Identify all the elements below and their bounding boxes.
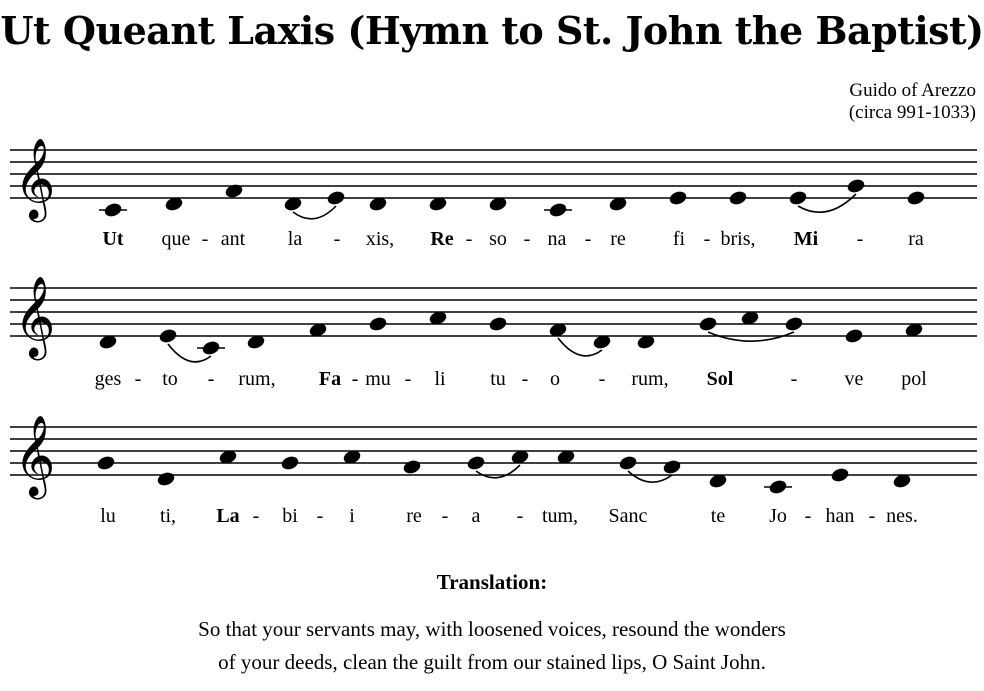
composer-name: Guido of Arezzo [849, 80, 976, 101]
lyric-syllable: mu [365, 368, 391, 390]
lyric-syllable: Re [430, 228, 454, 250]
syllable-hyphen: - [465, 228, 473, 250]
lyric-syllable: te [710, 505, 726, 527]
lyric-syllable: fi [672, 228, 686, 250]
note-head [844, 327, 864, 344]
note-head [280, 454, 300, 471]
lyric-syllable: nes. [886, 505, 918, 527]
lyric-syllable: ges [94, 368, 122, 390]
syllable-hyphen: - [584, 228, 592, 250]
slur [476, 465, 520, 478]
syllable-hyphen: - [856, 228, 864, 250]
note-head [668, 189, 688, 206]
slur [798, 194, 856, 212]
syllable-hyphen: - [333, 228, 341, 250]
note-head [728, 189, 748, 206]
treble-clef-icon: 𝄞 [14, 275, 56, 357]
lyric-syllable: a [471, 505, 481, 527]
lyric-syllable: i [349, 505, 355, 527]
lyric-syllable: bi [282, 505, 298, 527]
note-head [158, 327, 178, 344]
translation-heading: Translation: [436, 570, 548, 594]
syllable-hyphen: - [523, 228, 531, 250]
note-head [156, 470, 176, 487]
lyric-syllable: re [610, 228, 626, 250]
note-head [368, 315, 388, 332]
lyric-syllable: so [489, 228, 507, 250]
note-head [488, 315, 508, 332]
note-head [788, 189, 808, 206]
note-head [618, 454, 638, 471]
lyric-syllable: Jo [769, 505, 787, 527]
translation-line-2: of your deeds, clean the guilt from our stained lips, O Saint John. [218, 650, 766, 674]
hymn-title: Ut Queant Laxis (Hymn to St. John the Baptist) [0, 8, 984, 53]
lyric-syllable: Ut [102, 228, 124, 250]
lyric-syllable: pol [901, 368, 927, 390]
lyric-syllable: li [434, 368, 446, 390]
syllable-hyphen: - [134, 368, 142, 390]
lyric-syllable: Mi [793, 228, 819, 250]
syllable-hyphen: - [201, 228, 209, 250]
syllable-hyphen: - [316, 505, 324, 527]
lyric-syllable: o [550, 368, 560, 390]
note-head [846, 177, 866, 194]
note-head [662, 458, 682, 475]
syllable-hyphen: - [252, 505, 260, 527]
note-head [326, 189, 346, 206]
syllable-hyphen: - [521, 368, 529, 390]
slur [628, 471, 672, 482]
lyric-syllable: Sol [706, 368, 734, 390]
lyric-syllable: ant [220, 228, 246, 250]
treble-clef-icon: 𝄞 [14, 414, 56, 496]
syllable-hyphen: - [804, 505, 812, 527]
lyric-syllable: ti, [159, 505, 177, 527]
syllable-hyphen: - [516, 505, 524, 527]
lyric-syllable: rum, [631, 368, 669, 390]
lyric-syllable: bris, [720, 228, 756, 250]
note-head [784, 315, 804, 332]
lyric-syllable: ve [844, 368, 864, 390]
syllable-hyphen: - [868, 505, 876, 527]
lyric-syllable: xis, [365, 228, 395, 250]
syllable-hyphen: - [790, 368, 798, 390]
syllable-hyphen: - [598, 368, 606, 390]
composer-dates: (circa 991-1033) [848, 102, 976, 123]
lyric-syllable: tu [490, 368, 506, 390]
lyric-syllable: rum, [238, 368, 276, 390]
lyric-syllable: han [825, 505, 855, 527]
lyric-syllable: re [406, 505, 422, 527]
lyric-syllable: na [547, 228, 567, 250]
lyric-syllable: lu [100, 505, 116, 527]
syllable-hyphen: - [441, 505, 449, 527]
note-head [402, 458, 422, 475]
note-head [466, 454, 486, 471]
note-head [906, 189, 926, 206]
note-head [96, 454, 116, 471]
syllable-hyphen: - [351, 368, 359, 390]
note-head [830, 466, 850, 483]
lyric-syllable: tum, [541, 505, 579, 527]
note-head [224, 182, 244, 199]
note-head [698, 315, 718, 332]
lyric-syllable: ra [908, 228, 924, 250]
lyric-syllable: la [287, 228, 303, 250]
lyric-syllable: Sanc [608, 505, 648, 527]
syllable-hyphen: - [404, 368, 412, 390]
lyric-syllable: Fa [318, 368, 342, 390]
slur [293, 206, 336, 219]
lyric-syllable: La [216, 505, 240, 527]
syllable-hyphen: - [207, 368, 215, 390]
syllable-hyphen: - [703, 228, 711, 250]
lyric-syllable: que [161, 228, 191, 250]
lyric-syllable: to [162, 368, 178, 390]
translation-line-1: So that your servants may, with loosened voices, resound the wonders [198, 617, 786, 641]
treble-clef-icon: 𝄞 [14, 137, 56, 219]
